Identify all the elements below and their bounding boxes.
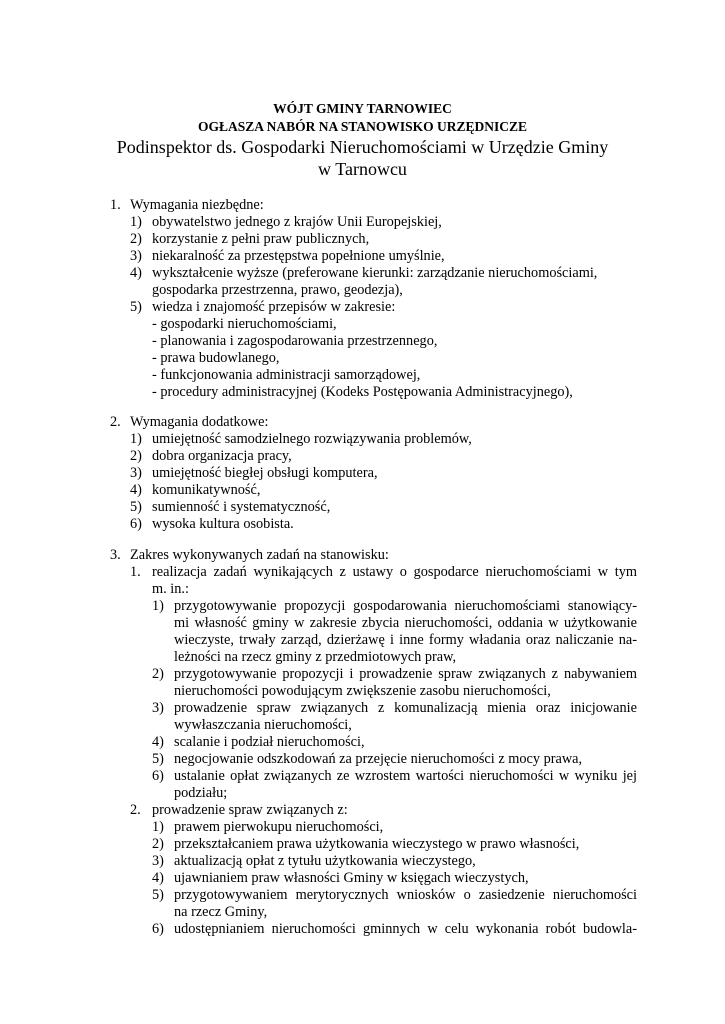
list-number: 6) [152,768,164,784]
list-number: 5) [130,499,142,515]
list-item: realizacja zadań wynikających z ustawy o gospodarce nieruchomościami w tym [152,564,637,580]
list-item: przekształcaniem prawa użytkowania wieczystego w prawo własności, [174,836,580,852]
list-item: negocjowanie odszkodowań za przejęcie nieruchomości z mocy prawa, [174,751,583,767]
section-title: Wymagania dodatkowe: [130,414,269,430]
list-item: wykształcenie wyższe (preferowane kierunki: zarządzanie nieruchomościami, [152,265,598,281]
list-item: udostępnianiem nieruchomości gminnych w celu wykonania robót budowla- [174,921,637,937]
list-number: 4) [152,734,164,750]
list-number: 5) [152,751,164,767]
list-item: umiejętność biegłej obsługi komputera, [152,465,378,481]
section-title: Wymagania niezbędne: [130,197,264,213]
header-line-3: Podinspektor ds. Gospodarki Nieruchomościami w Urzędzie Gminy [116,137,609,157]
list-number: 2) [130,448,142,464]
list-number: 1. [130,564,141,580]
list-number: 3) [130,465,142,481]
list-item-continuation: mi własność gminy w zakresie zbycia nieruchomości, oddania w użytkowanie [174,615,637,631]
list-item: korzystanie z pełni praw publicznych, [152,231,370,247]
list-number: 4) [152,870,164,886]
list-number: 2) [152,666,164,682]
list-item-continuation: na rzecz Gminy, [174,904,268,920]
sub-item: - procedury administracyjnej (Kodeks Postępowania Administracyjnego), [152,384,573,400]
list-item: ustalanie opłat związanych ze wzrostem wartości nieruchomości w wyniku jej [174,768,637,784]
list-item: przygotowywaniem merytorycznych wniosków o zasiedzenie nieruchomości [174,887,637,903]
list-item-continuation: gospodarka przestrzenna, prawo, geodezja), [152,282,403,298]
list-number: 3) [152,700,164,716]
list-number: 1) [130,214,142,230]
list-item: dobra organizacja pracy, [152,448,292,464]
section-title: Zakres wykonywanych zadań na stanowisku: [130,547,389,563]
list-item-continuation: leżności na rzecz gminy z przedmiotowych praw, [174,649,457,665]
list-item: wysoka kultura osobista. [152,516,294,532]
list-item: prawem pierwokupu nieruchomości, [174,819,384,835]
list-item: obywatelstwo jednego z krajów Unii Europejskiej, [152,214,442,230]
list-item: prowadzenie spraw związanych z komunalizacją mienia oraz inicjowanie [174,700,637,716]
section-number: 1. [110,197,121,213]
list-item: sumienność i systematyczność, [152,499,331,515]
list-number: 5) [152,887,164,903]
list-number: 1) [152,598,164,614]
list-number: 3) [130,248,142,264]
list-number: 2) [130,231,142,247]
sub-item: - prawa budowlanego, [152,350,280,366]
list-item: umiejętność samodzielnego rozwiązywania problemów, [152,431,472,447]
list-number: 2. [130,802,141,818]
list-item: przygotowywanie propozycji i prowadzenie spraw związanych z nabywaniem [174,666,637,682]
header-line-2: OGŁASZA NABÓR NA STANOWISKO URZĘDNICZE [197,119,528,134]
list-number: 4) [130,482,142,498]
list-item: niekaralność za przestępstwa popełnione umyślnie, [152,248,445,264]
list-number: 2) [152,836,164,852]
list-item: przygotowywanie propozycji gospodarowania nieruchomościami stanowiący- [174,598,637,614]
sub-item: - gospodarki nieruchomościami, [152,316,337,332]
header-line-4: w Tarnowcu [318,159,407,179]
list-item-continuation: nieruchomości powodującym zwiększenie zasobu nieruchomości, [174,683,551,699]
header-line-1: WÓJT GMINY TARNOWIEC [273,101,452,116]
list-item: prowadzenie spraw związanych z: [152,802,348,818]
list-number: 5) [130,299,142,315]
list-item: komunikatywność, [152,482,261,498]
section-number: 2. [110,414,121,430]
list-item: ujawnianiem praw własności Gminy w księgach wieczystych, [174,870,529,886]
list-item-continuation: wywłaszczania nieruchomości, [174,717,352,733]
list-number: 4) [130,265,142,281]
list-item-continuation: m. in.: [152,581,189,597]
list-number: 6) [152,921,164,937]
list-number: 1) [152,819,164,835]
list-item-continuation: podziału; [174,785,228,801]
list-number: 3) [152,853,164,869]
list-item: aktualizacją opłat z tytułu użytkowania wieczystego, [174,853,476,869]
section-number: 3. [110,547,121,563]
list-number: 6) [130,516,142,532]
list-item-continuation: wieczyste, trwały zarząd, dzierżawę i inne formy władania oraz naliczanie na- [174,632,637,648]
sub-item: - planowania i zagospodarowania przestrzennego, [152,333,438,349]
sub-item: - funkcjonowania administracji samorządowej, [152,367,421,383]
list-item: scalanie i podział nieruchomości, [174,734,365,750]
list-item: wiedza i znajomość przepisów w zakresie: [152,299,396,315]
list-number: 1) [130,431,142,447]
